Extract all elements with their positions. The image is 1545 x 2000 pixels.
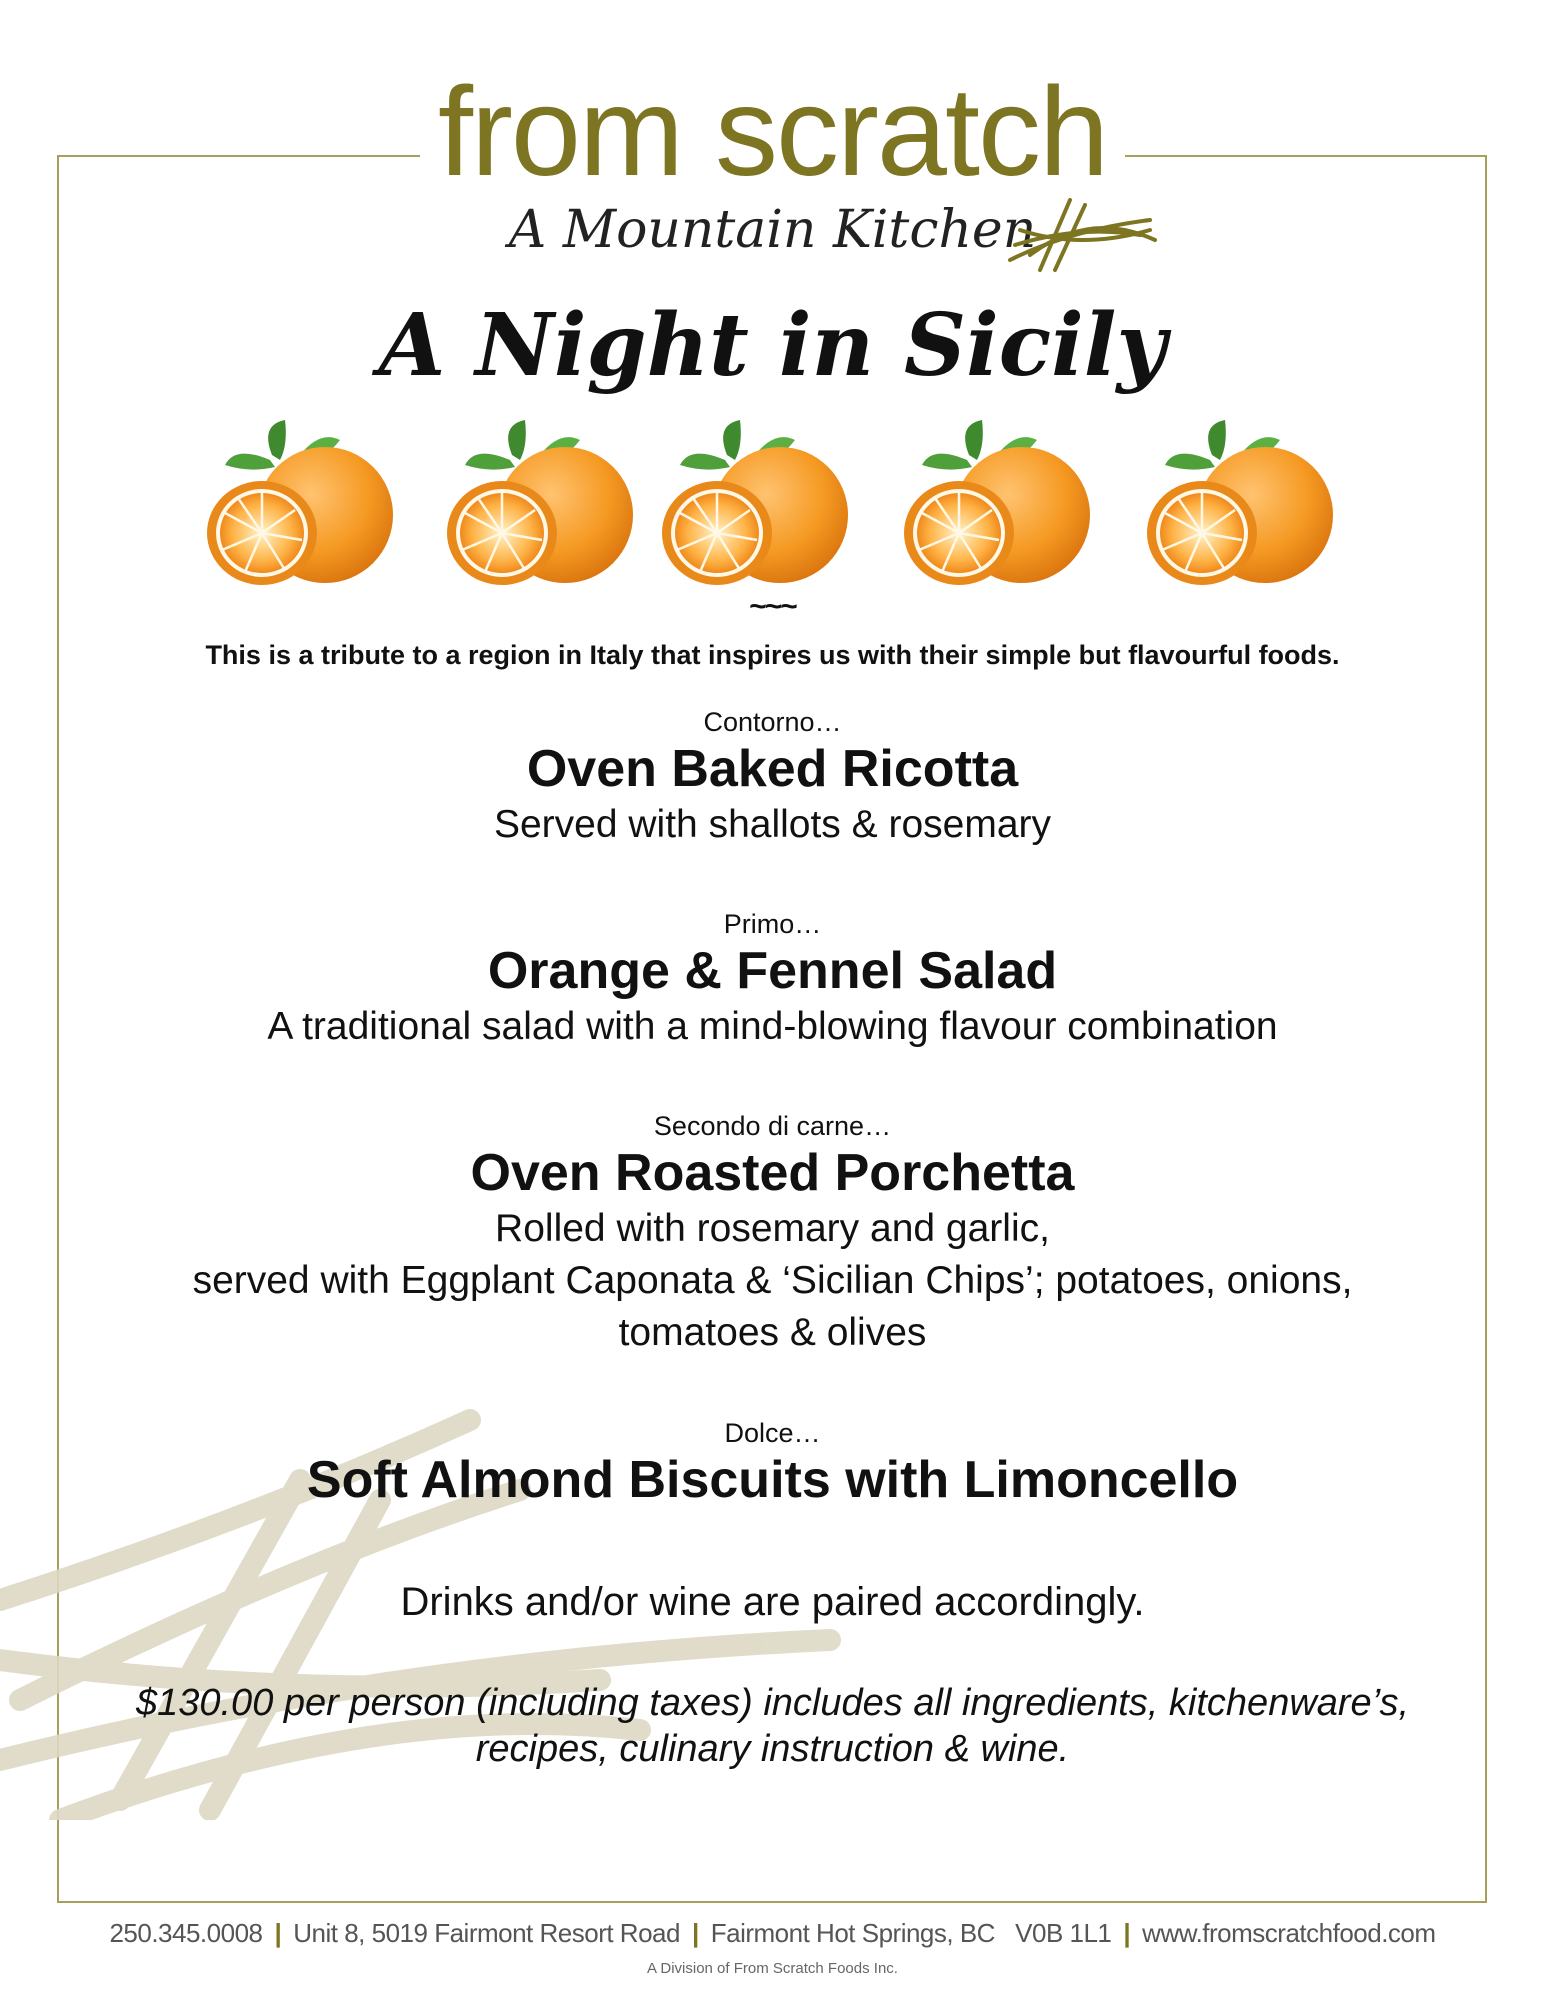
footer-separator: | — [691, 1918, 699, 1948]
event-title: A Night in Sicily — [378, 295, 1167, 396]
brand-swoosh-icon — [1000, 190, 1160, 280]
phone-number: 250.345.0008 — [109, 1918, 263, 1948]
course-label: Secondo di carne… — [653, 1111, 892, 1141]
price-note — [90, 1680, 1455, 1772]
drinks-note: Drinks and/or wine are paired accordingly. — [400, 1580, 1145, 1624]
contact-footer — [0, 1918, 1545, 1949]
course-title: Soft Almond Biscuits with Limoncello — [306, 1451, 1239, 1509]
price-line: recipes, culinary instruction & wine. — [475, 1728, 1070, 1770]
course-title: Oven Roasted Porchetta — [470, 1144, 1075, 1202]
orange-fruit-icon — [1140, 415, 1340, 595]
orange-fruit-icon — [655, 415, 855, 595]
course-description: served with Eggplant Caponata & ‘Sicilian Chips’; potatoes, onions, — [192, 1259, 1353, 1302]
course-secondo — [80, 1109, 1465, 1359]
brand-header — [0, 61, 1545, 202]
city-address: Fairmont Hot Springs, BC — [710, 1918, 995, 1948]
course-label: Dolce… — [724, 1418, 821, 1448]
postal-code: V0B 1L1 — [1015, 1918, 1112, 1948]
footer-separator: | — [274, 1918, 282, 1948]
orange-row — [0, 415, 1545, 595]
course-description: A traditional salad with a mind-blowing flavour combination — [267, 1005, 1278, 1048]
course-label: Contorno… — [703, 707, 842, 737]
price-line: $130.00 per person (including taxes) includes all ingredients, kitchenware’s, — [135, 1682, 1410, 1724]
footer-separator: | — [1123, 1918, 1131, 1948]
orange-fruit-icon — [897, 415, 1097, 595]
course-contorno — [80, 705, 1465, 851]
street-address: Unit 8, 5019 Fairmont Resort Road — [293, 1918, 680, 1948]
course-title: Oven Baked Ricotta — [526, 740, 1019, 798]
division-note: A Division of From Scratch Foods Inc. — [647, 1960, 898, 1977]
orange-fruit-icon — [440, 415, 640, 595]
orange-fruit-icon — [200, 415, 400, 595]
brand-subtitle: A Mountain Kitchen — [508, 200, 1037, 260]
tribute-text: This is a tribute to a region in Italy that inspires us with their simple but flavourful foods. — [205, 640, 1340, 670]
website-link[interactable]: www.fromscratchfood.com — [1142, 1918, 1436, 1948]
course-title: Orange & Fennel Salad — [487, 942, 1058, 1000]
course-description: Served with shallots & rosemary — [493, 803, 1052, 846]
section-divider: ~~~ — [749, 590, 796, 623]
course-description: Rolled with rosemary and garlic, — [495, 1207, 1050, 1250]
course-dolce — [80, 1416, 1465, 1510]
brand-name: from scratch — [437, 61, 1108, 202]
course-primo — [80, 907, 1465, 1053]
course-description: tomatoes & olives — [618, 1311, 927, 1354]
course-label: Primo… — [723, 909, 822, 939]
